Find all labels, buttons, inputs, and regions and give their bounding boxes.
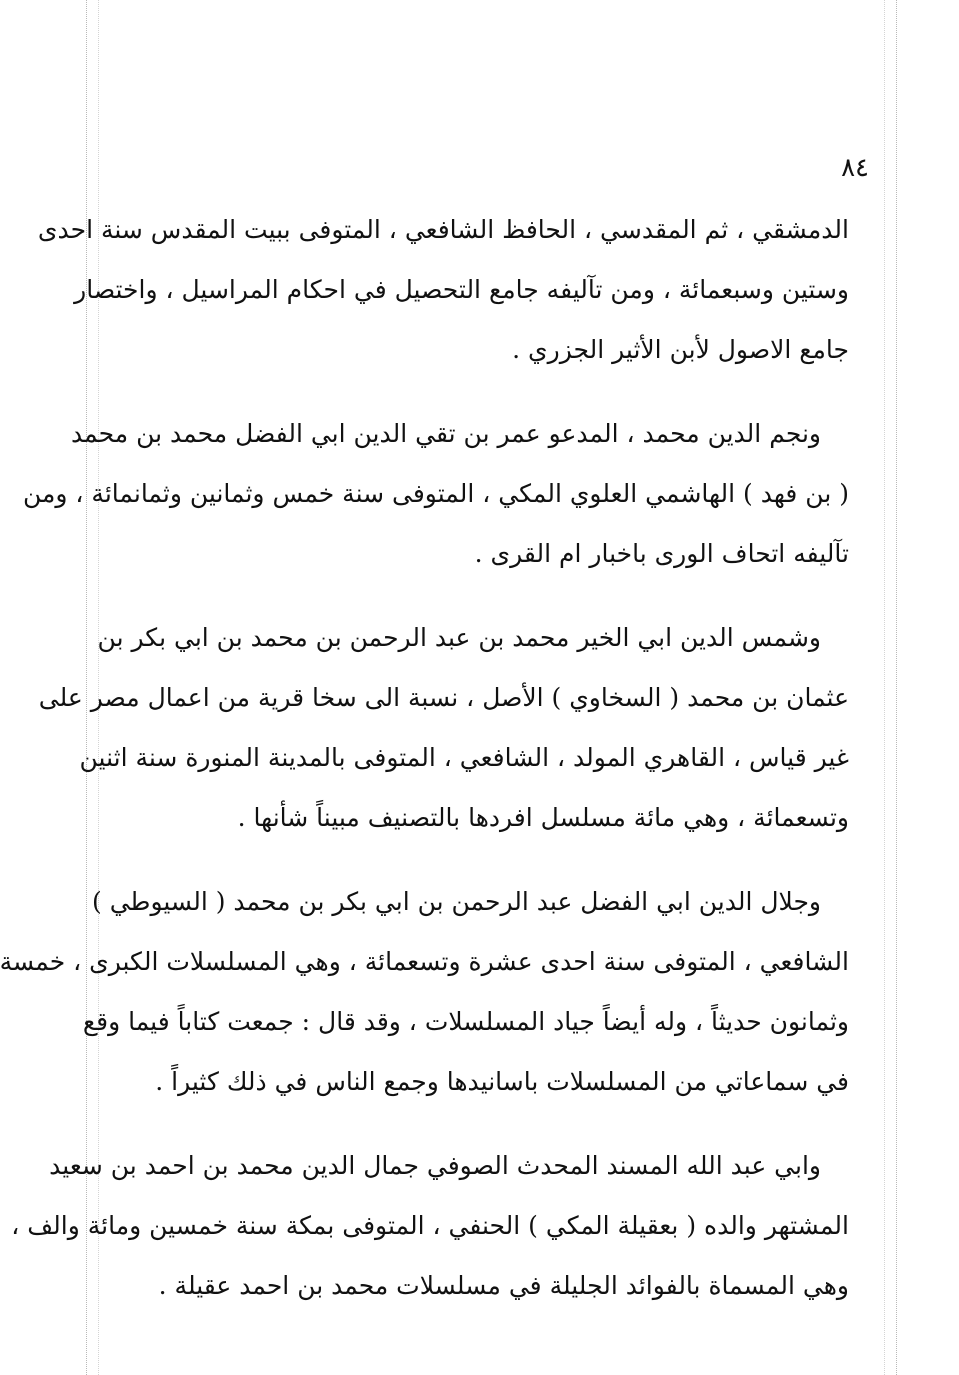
text-line: في سماعاتي من المسلسلات باسانيدها وجمع الناس في ذلك كثيراً . [155, 1067, 849, 1096]
paragraph [22, 404, 849, 584]
scan-edge-right-inner [884, 0, 885, 1375]
text-line: الشافعي ، المتوفى سنة احدى عشرة وتسعمائة ، وهي المسلسلات الكبرى ، خمسة [0, 947, 849, 976]
text-line: تآليفه اتحاف الورى باخبار ام القرى . [474, 539, 849, 568]
page-number: ٨٤ [841, 153, 869, 183]
text-line: وتسعمائة ، وهي مائة مسلسل افردها بالتصنيف مبيناً شأنها . [237, 803, 849, 832]
text-line: وثمانون حديثاً ، وله أيضاً جياد المسلسلات ، وقد قال : جمعت كتاباً فيما وقع [82, 1007, 849, 1036]
text-line: المشتهر والده ( بعقيلة المكي ) الحنفي ، المتوفى بمكة سنة خمسين ومائة والف ، [11, 1211, 849, 1240]
paragraph [38, 608, 849, 848]
text-line: وهي المسماة بالفوائد الجليلة في مسلسلات محمد بن احمد عقيلة . [158, 1271, 849, 1300]
text-line: جامع الاصول لأبن الأثير الجزري . [512, 335, 849, 364]
text-line: وستين وسبعمائة ، ومن تآليفه جامع التحصيل في احكام المراسيل ، واختصار [74, 275, 849, 304]
text-line: وشمس الدين ابي الخير محمد بن عبد الرحمن بن محمد بن ابي بكر بن [97, 623, 821, 652]
paragraph [37, 200, 849, 380]
text-line: الدمشقي ، ثم المقدسي ، الحافظ الشافعي ، المتوفى ببيت المقدس سنة احدى [37, 215, 849, 244]
paragraph [11, 1136, 849, 1316]
text-line: ( بن فهد ) الهاشمي العلوي المكي ، المتوفى سنة خمس وثمانين وثمانمائة ، ومن [22, 479, 849, 508]
text-line: عثمان بن محمد ( السخاوي ) الأصل ، نسبة الى سخا قرية من اعمال مصر على [38, 683, 849, 712]
text-line: غير قياس ، القاهري المولد ، الشافعي ، المتوفى بالمدينة المنورة سنة اثنين [79, 743, 849, 772]
paragraph [0, 872, 849, 1112]
text-line: ونجم الدين محمد ، المدعو عمر بن تقي الدين ابي الفضل محمد بن محمد [71, 419, 821, 448]
page-body [0, 200, 849, 1340]
text-line: وجلال الدين ابي الفضل عبد الرحمن بن ابي بكر بن محمد ( السيوطي ) [92, 887, 821, 916]
text-line: وابي عبد الله المسند المحدث الصوفي جمال الدين محمد بن احمد بن سعيد [49, 1151, 821, 1180]
scan-edge-right [896, 0, 897, 1375]
